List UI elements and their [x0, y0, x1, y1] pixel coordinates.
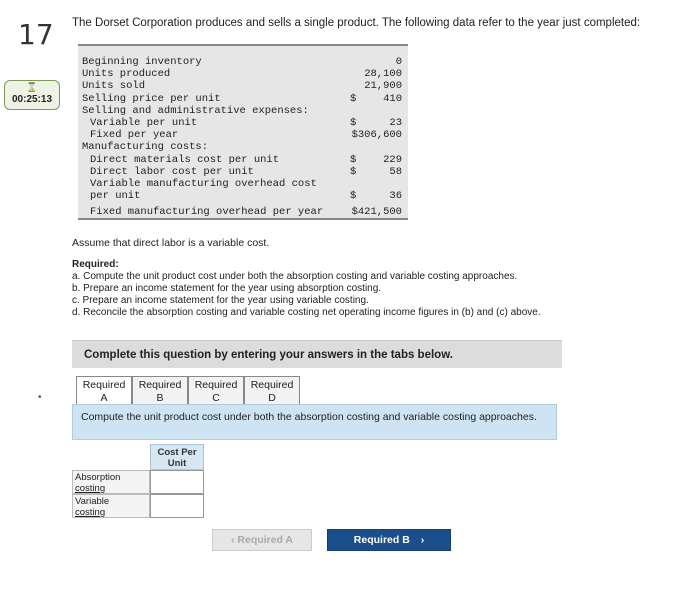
required-item: b. Prepare an income statement for the year using absorption costing.: [72, 283, 382, 294]
tab-required-b[interactable]: [132, 376, 188, 406]
tab-letter: C: [212, 392, 220, 404]
row-label-line: Variable: [75, 496, 110, 507]
required-title: Required:: [72, 259, 119, 270]
prev-button-label: Required A: [237, 534, 294, 546]
data-row-symbol: $: [350, 165, 357, 178]
data-row: [78, 154, 408, 166]
bullet-dot: •: [38, 392, 42, 403]
timer-text: 00:25:13: [11, 94, 53, 105]
data-row-value: 36: [389, 190, 402, 203]
chevron-left-icon: ‹: [230, 534, 235, 546]
tab-letter: A: [100, 392, 108, 404]
next-button-label: Required B: [353, 534, 410, 546]
data-row-value: 28,100: [364, 68, 402, 81]
chevron-right-icon: ›: [420, 534, 425, 546]
row-label-line: Absorption: [75, 472, 121, 483]
next-required-b-button[interactable]: [327, 529, 451, 551]
data-row-value: 410: [383, 92, 402, 105]
data-row-value: 21,900: [364, 80, 402, 93]
required-item: a. Compute the unit product cost under both the absorption costing and variable costing approaches.: [72, 271, 518, 282]
assumption-text: Assume that direct labor is a variable cost.: [72, 237, 270, 249]
data-row-label: Selling price per unit: [82, 92, 221, 105]
data-row: [78, 56, 408, 68]
instruction-bar: Complete this question by entering your answers in the tabs below.: [72, 340, 562, 368]
intro-text: The Dorset Corporation produces and sells a single product. The following data refer to the year just completed:: [72, 17, 641, 29]
prev-required-a-button[interactable]: [212, 529, 312, 551]
tab-letter: B: [156, 392, 164, 404]
data-row: [78, 117, 408, 129]
data-row-label: Fixed manufacturing overhead per year: [90, 206, 324, 219]
cost-per-unit-header: Cost Per Unit: [150, 444, 204, 470]
absorption-costing-label: [72, 470, 150, 494]
data-row-label: Fixed per year: [90, 129, 179, 142]
data-row-label: Direct materials cost per unit: [90, 153, 280, 166]
tab-required-a[interactable]: [76, 376, 132, 406]
tab-required-d[interactable]: [244, 376, 300, 406]
data-row-symbol: $: [350, 190, 357, 203]
tab-label: Required: [250, 379, 294, 391]
variable-costing-input[interactable]: [150, 494, 204, 518]
data-row-label: Variable per unit: [90, 117, 198, 129]
data-row: [78, 178, 408, 190]
data-row-symbol: $: [350, 92, 357, 105]
required-item: c. Prepare an income statement for the year using variable costing.: [72, 295, 369, 306]
data-row: [78, 80, 408, 92]
data-row-symbol: $: [350, 117, 357, 129]
tab-label: Required: [82, 379, 126, 391]
data-row-label: Units sold: [82, 80, 146, 93]
data-row-label: Units produced: [82, 68, 171, 81]
data-row-label: Selling and administrative expenses:: [82, 104, 309, 117]
data-row: [78, 166, 408, 178]
question-number: 17: [18, 18, 54, 51]
data-row-value: 58: [389, 165, 402, 178]
row-label-line: costing: [75, 483, 106, 494]
tab-label: Required: [194, 379, 238, 391]
data-row: [78, 141, 408, 153]
data-row: [78, 190, 408, 202]
prompt-box: Compute the unit product cost under both the absorption costing and variable costing approaches.: [72, 404, 557, 440]
required-item: d. Reconcile the absorption costing and variable costing net operating income figures in (b) and (c) above.: [72, 307, 541, 318]
hourglass-icon: ⌛: [26, 82, 38, 92]
data-row: [78, 129, 408, 141]
absorption-costing-input[interactable]: [150, 470, 204, 494]
data-row-value: 23: [389, 117, 402, 129]
data-row-label: Manufacturing costs:: [82, 141, 209, 154]
data-row-label: Beginning inventory: [82, 56, 202, 68]
data-row-value: $421,500: [351, 206, 402, 219]
data-row-label: Variable manufacturing overhead cost: [90, 178, 317, 190]
row-label-line: costing: [75, 507, 106, 518]
variable-costing-label: [72, 494, 150, 518]
data-row: [78, 68, 408, 80]
required-block: [72, 259, 541, 319]
data-row-label: per unit: [90, 190, 141, 203]
tab-required-c[interactable]: [188, 376, 244, 406]
tab-label: Required: [138, 379, 182, 391]
data-row: [78, 206, 408, 218]
data-row-symbol: $: [350, 153, 357, 166]
tab-letter: D: [268, 392, 276, 404]
data-row: [78, 93, 408, 105]
data-row-value: $306,600: [351, 129, 402, 142]
data-row-value: 229: [383, 153, 402, 166]
data-row-label: Direct labor cost per unit: [90, 165, 254, 178]
data-table: [78, 44, 408, 220]
data-row-value: 0: [395, 56, 402, 68]
timer: [4, 80, 60, 110]
data-row: [78, 105, 408, 117]
